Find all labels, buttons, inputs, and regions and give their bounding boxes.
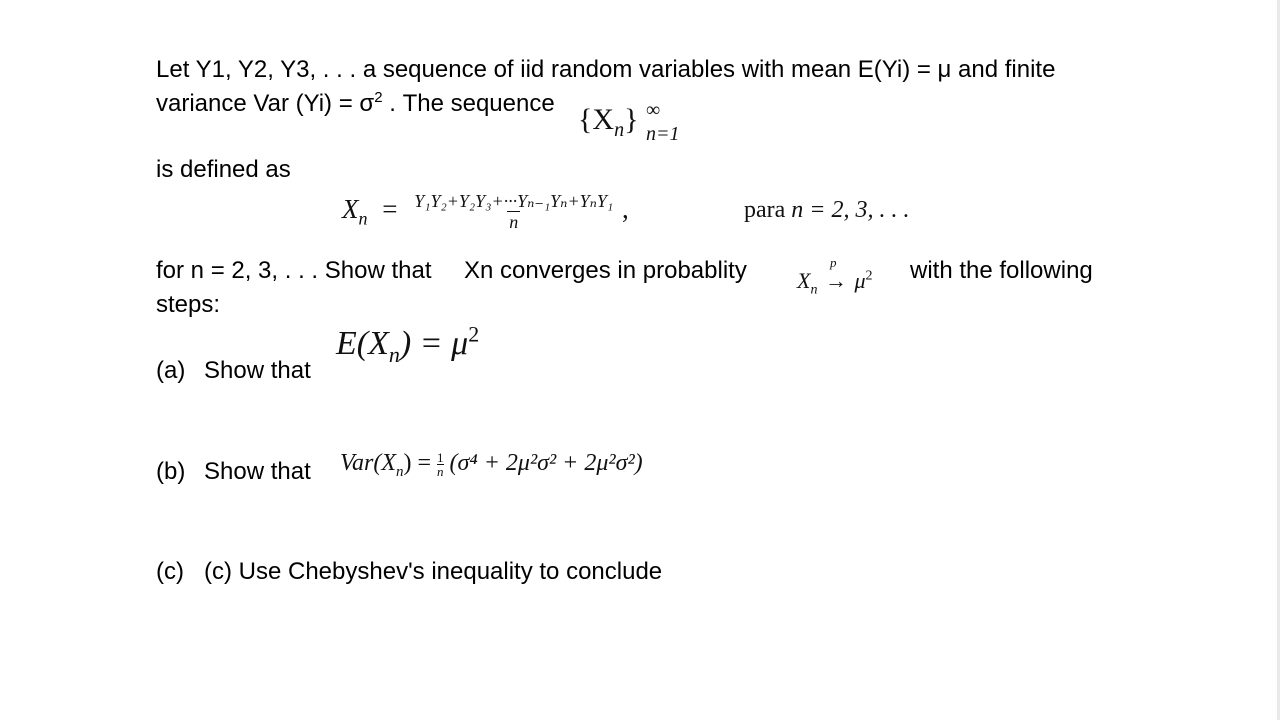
statement-line-2: steps: xyxy=(156,291,221,318)
part-b-label: (b) xyxy=(156,458,186,485)
sequence-notation xyxy=(578,100,638,140)
convergence-rhs-sup: 2 xyxy=(865,268,873,284)
part-b-formula-sub: n xyxy=(396,463,404,480)
sequence-close: } xyxy=(624,103,639,136)
part-b-fraction-den: n xyxy=(437,463,444,479)
convergence-rhs: μ xyxy=(854,268,866,293)
sequence-open: {X xyxy=(578,103,615,136)
statement-line-1c: with the following xyxy=(910,257,1093,284)
definition-lhs-sub: n xyxy=(358,208,368,229)
para-values: n = 2, 3, . . . xyxy=(791,197,910,223)
part-a-text: Show that xyxy=(204,357,311,384)
definition-numerator: Y₁Y₂+Y₂Y₃+···Yₙ₋₁Yₙ+YₙY₁ xyxy=(414,191,614,212)
convergence-arrow-glyph: → xyxy=(824,268,847,293)
part-b-formula xyxy=(340,445,643,481)
sequence-lower-limit: n=1 xyxy=(646,123,680,145)
definition-fraction xyxy=(412,191,615,232)
convergence-notation xyxy=(797,255,873,298)
part-b-text: Show that xyxy=(204,458,311,485)
sequence-index: n xyxy=(614,119,625,141)
part-a-label: (a) xyxy=(156,357,186,384)
part-a-formula-lhs: E(X xyxy=(336,325,389,362)
definition-para xyxy=(744,192,910,228)
intro-line-2-post: . The sequence xyxy=(382,90,555,117)
definition-formula xyxy=(342,186,629,232)
statement-line-1a: for n = 2, 3, . . . Show that xyxy=(156,257,432,284)
part-a-formula-sup: 2 xyxy=(468,321,480,347)
part-b-formula-rhs: (σ⁴ + 2μ²σ² + 2μ²σ²) xyxy=(449,450,643,476)
intro-line-2-pre: variance Var (Yi) = σ xyxy=(156,90,375,117)
definition-equals: = xyxy=(382,194,398,224)
part-b-fraction-num: 1 xyxy=(437,449,444,465)
part-c-label: (c) xyxy=(156,558,184,585)
para-word: para xyxy=(744,197,786,223)
convergence-lhs-sub: n xyxy=(810,282,818,298)
convergence-p: p xyxy=(829,255,837,270)
definition-denominator: n xyxy=(509,212,519,233)
part-c-text: (c) Use Chebyshev's inequality to conclude xyxy=(204,558,663,585)
part-b-formula-lhs: Var(X xyxy=(340,450,396,476)
part-b-formula-equals: ) = xyxy=(403,450,432,476)
convergence-arrow xyxy=(824,255,847,296)
definition-lhs: X xyxy=(342,194,359,224)
intro-line-2 xyxy=(156,87,555,121)
part-b-fraction xyxy=(437,451,444,478)
definition-comma: , xyxy=(621,194,629,224)
intro-line-1: Let Y1, Y2, Y3, . . . a sequence of iid random variables with mean E(Yi) = μ and finite xyxy=(156,56,1056,83)
part-a-formula xyxy=(336,322,479,366)
part-a-formula-sub: n xyxy=(388,341,400,367)
part-a-formula-rhs: ) = μ xyxy=(399,325,469,362)
statement-line-1b: Xn converges in probablity xyxy=(464,257,747,284)
definition-label: is defined as xyxy=(156,156,291,183)
convergence-lhs: X xyxy=(797,268,811,293)
sequence-upper-limit: ∞ xyxy=(646,99,661,121)
intro-sigma-exponent: 2 xyxy=(374,89,383,106)
